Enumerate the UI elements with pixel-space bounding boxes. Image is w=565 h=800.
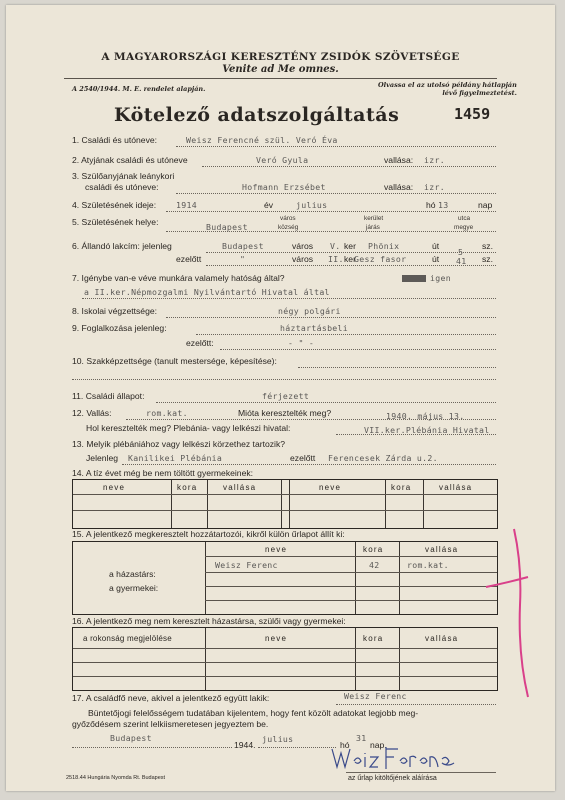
birth-place: Budapest (206, 222, 248, 232)
col-name: neve (103, 483, 126, 492)
address-city-prev: " (240, 254, 246, 264)
signature-label: az űrlap kitöltőjének aláírása (348, 775, 437, 782)
field-9-label: 9. Foglalkozása jelenleg: (72, 323, 167, 333)
col-name-2: neve (319, 483, 342, 492)
section-14-label: 14. A tíz évet még be nem töltött gyermekeinek: (72, 468, 254, 478)
field-9-value: háztartásbeli (280, 323, 348, 333)
field-7-label: 7. Igénybe van-e véve munkára valamely hatóság által? (72, 273, 285, 283)
field-11-label: 11. Családi állapot: (72, 391, 145, 401)
parish-now: Kanilikei Plébánia (128, 453, 223, 463)
field-9-prev-value: - " - (288, 338, 315, 348)
page-title: Kötelező adatszolgáltatás (114, 104, 400, 126)
section-16-label: 16. A jelentkező meg nem keresztelt házastársa, szülői vagy gyermekei: (72, 616, 346, 626)
section-17-label: 17. A családfő neve, akivel a jelentkező együtt lakik: (72, 693, 270, 703)
sign-month: julius (262, 734, 294, 744)
baptism-place: VII.ker.Plébánia Hivatal (364, 425, 490, 435)
sign-year: 1944. (234, 740, 256, 750)
handwritten-signature (328, 743, 458, 773)
form-sheet: A MAGYARORSZÁGI KERESZTÉNY ZSIDÓK SZÖVETSÉGE Venite ad Me omnes. A 2540/1944. M. E. rendelet alapján. Olvassa el az utolsó példány hátlapján lévő figyelmeztetést. Kötelező adatszolgáltatás 1459 1. Családi és utóneve: Weisz Ferencné szül. Veró Éva 2. Atyjának családi és utóneve Veró Gyula vallása: izr. 3. Szülőanyjának leánykori családi és utóneve: Hofmann Erzsébet vallása: izr. 4. Születésének ideje: 1914 év julius hó 13 nap 5. Születésének helye: város község kerület járás utca megye Budapest 6. Állandó lakcím: jelenleg ezelőtt Budapest " város város V. II. ker ker Phönix Gesz fasor út út 5 41 sz. sz. 7. Igénybe van-e véve munkára valamely hatóság által? igen a II.ker.Népmozgalmi Nyilvántartó Hivatal által 8. Iskolai végzettsége: négy polgári 9. Foglalkozása jelenleg: háztartásbeli ezelőtt: - " - 10. Szakképzettsége (tanult mestersége, képesítése): 11. Családi állapot: férjezett 12. Vallás: rom.kat. Mióta keresztelték meg? 1940. május 13. Hol keresztelték meg? Plebánia- vagy lelkészi hivatal: VII.ker.Plébánia Hivatal 13. Melyik plébániához vagy lelkészi körzethez tartozik? Jelenleg Kanilikei Plébánia ezelőtt Ferencesek Zárda u.2. 14. A tíz évet még be nem töltött gyermekeinek: neve kora vallása neve kora vallása 15. A jelentkező megkeresztelt hozzátartozói, kikről külön űrlapot állít ki: neve kora vallása a házastárs: a gyermekei: Weisz Ferenc 42 rom.kat. 16. A jelentkező meg nem keresztelt házastársa, szülői vagy gyermekei: a rokonság megjelölése neve kora vallása 17. A családfő neve, akivel a jelentkező együtt lakik: Weisz Ferenc Büntetőjogi felelősségem tudatában kijelentem, hogy fent közölt adatokat legjobb meg- győződésem szerint lelkiismeretesen jegyeztem be. Budapest 1944. julius hó 31 nap. az űrlap kitöltőjének aláírása 2518.44 Hungária Nyomda Rt. Budapest (6, 5, 555, 791)
field-8-label: 8. Iskolai végzettsége: (72, 306, 158, 316)
field-2-religion: izr. (424, 155, 445, 165)
struck-word (402, 275, 426, 282)
pink-marker-stroke (476, 525, 546, 705)
col-age-2: kora (391, 483, 412, 492)
parish-prev: Ferencesek Zárda u.2. (328, 453, 438, 463)
field-6-label: 6. Állandó lakcím: jelenleg (72, 241, 172, 251)
address-street-now: Phönix (368, 241, 400, 251)
field-5-label: 5. Születésének helye: (72, 217, 159, 227)
field-2-value: Veró Gyula (256, 155, 309, 165)
children-label: a gyermekei: (109, 583, 159, 593)
unbaptized-relatives-table: a rokonság megjelölése neve kora vallása (72, 627, 498, 691)
motto: Venite ad Me omnes. (222, 64, 339, 75)
address-number-now: 5 (458, 247, 464, 257)
organization-name: A MAGYARORSZÁGI KERESZTÉNY ZSIDÓK SZÖVETSÉGE (101, 51, 460, 63)
sign-day: 31 (356, 733, 367, 743)
field-12-label: 12. Vallás: (72, 408, 112, 418)
field-11-value: férjezett (262, 391, 310, 401)
address-district-now: V. (330, 241, 341, 251)
baptism-date: 1940. május 13. (386, 411, 465, 421)
sign-city: Budapest (110, 733, 152, 743)
field-12-value: rom.kat. (146, 408, 188, 418)
printer-imprint: 2518.44 Hungária Nyomda Rt. Budapest (66, 775, 166, 781)
decree-reference: A 2540/1944. M. E. rendelet alapján. (72, 85, 206, 93)
field-7-value: a II.ker.Népmozgalmi Nyilvántartó Hivatal által (84, 287, 330, 297)
relative-religion: rom.kat. (407, 560, 449, 570)
declaration-line-1: Büntetőjogi felelősségem tudatában kijelentem, hogy fent közölt adatokat legjobb meg- (88, 708, 419, 718)
col-religion: vallása (223, 483, 257, 492)
col-age: kora (177, 483, 198, 492)
field-10-label: 10. Szakképzettsége (tanult mestersége, képesítése): (72, 356, 277, 366)
address-number-prev: 41 (456, 256, 467, 266)
address-street-prev: Gesz fasor (354, 254, 407, 264)
field-1-value: Weisz Ferencné szül. Veró Éva (186, 135, 338, 145)
section-15-label: 15. A jelentkező megkeresztelt hozzátartozói, kikről külön űrlapot állít ki: (72, 529, 345, 539)
children-table (72, 479, 498, 529)
relative-name: Weisz Ferenc (215, 560, 278, 570)
col-religion-2: vallása (439, 483, 473, 492)
birth-month: julius (296, 200, 328, 210)
read-note: Olvassa el az utolsó példány hátlapján lévő figyelmeztetést. (378, 81, 517, 97)
field-8-value: négy polgári (278, 306, 341, 316)
field-7-yes: igen (430, 273, 451, 283)
address-district-prev: II. (328, 254, 344, 264)
declaration-line-2: győződésem szerint lelkiismeretesen jegyeztem be. (72, 719, 269, 729)
baptized-relatives-table: neve kora vallása a házastárs: a gyermekei: Weisz Ferenc 42 rom.kat. (72, 541, 498, 615)
field-3-value: Hofmann Erzsébet (242, 182, 326, 192)
head-of-family: Weisz Ferenc (344, 691, 407, 701)
field-4-label: 4. Születésének ideje: (72, 200, 157, 210)
header-rule (64, 78, 497, 79)
address-city-now: Budapest (222, 241, 264, 251)
spouse-label: a házastárs: (109, 569, 156, 579)
birth-day: 13 (438, 200, 449, 210)
field-13-label: 13. Melyik plébániához vagy lelkészi körzethez tartozik? (72, 439, 286, 449)
relative-age: 42 (369, 560, 380, 570)
birth-year: 1914 (176, 200, 197, 210)
field-3-religion: izr. (424, 182, 445, 192)
field-2-label: 2. Atyjának családi és utóneve (72, 155, 188, 165)
serial-number: 1459 (454, 105, 491, 123)
field-1-label: 1. Családi és utóneve: (72, 135, 158, 145)
field-3-label: 3. Szülőanyjának leánykori (72, 171, 175, 181)
